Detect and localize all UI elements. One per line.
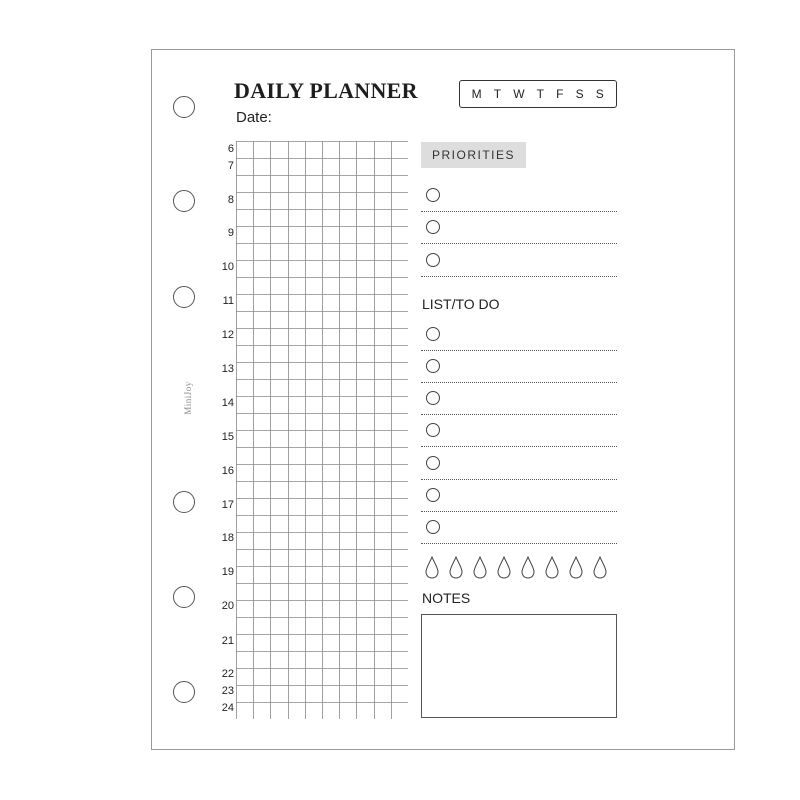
water-drop-icon[interactable] [496,556,512,580]
hour-label: 10 [221,261,234,273]
hour-label: 14 [221,397,234,409]
weekday-selector [459,80,617,108]
hour-label: 6 [227,143,234,155]
todo-item[interactable] [421,351,617,383]
hour-label: 23 [221,685,234,697]
water-drop-icon[interactable] [472,556,488,580]
brand-watermark: MiniJoy [183,381,193,415]
binder-hole-icon [173,286,195,308]
checkbox-circle-icon[interactable] [426,520,440,534]
hour-label: 15 [221,431,234,443]
water-drop-icon[interactable] [592,556,608,580]
date-label: Date: [236,109,272,126]
binder-hole-icon [173,96,195,118]
water-tracker [424,556,608,580]
todo-item[interactable] [421,383,617,415]
priority-item[interactable] [421,212,617,244]
checkbox-circle-icon[interactable] [426,423,440,437]
checkbox-circle-icon[interactable] [426,456,440,470]
checkbox-circle-icon[interactable] [426,391,440,405]
hour-label: 17 [221,499,234,511]
hour-label: 9 [227,227,234,239]
weekday-letter[interactable]: S [575,87,585,101]
checkbox-circle-icon[interactable] [426,359,440,373]
hour-label: 16 [221,465,234,477]
hour-label: 18 [221,532,234,544]
hour-label: 19 [221,566,234,578]
todo-item[interactable] [421,512,617,544]
todo-item[interactable] [421,319,617,351]
checkbox-circle-icon[interactable] [426,327,440,341]
priority-item[interactable] [421,245,617,277]
todo-heading: LIST/TO DO [422,296,500,312]
hour-label: 20 [221,600,234,612]
binder-hole-icon [173,491,195,513]
todo-item[interactable] [421,448,617,480]
notes-heading: NOTES [422,590,471,606]
hour-label: 11 [222,295,234,307]
hour-label: 24 [221,702,234,714]
hour-label: 22 [221,668,234,680]
water-drop-icon[interactable] [520,556,536,580]
binder-hole-icon [173,681,195,703]
hour-label: 7 [227,160,234,172]
schedule-grid[interactable] [236,141,408,719]
water-drop-icon[interactable] [448,556,464,580]
water-drop-icon[interactable] [544,556,560,580]
priorities-heading: PRIORITIES [421,142,526,168]
hour-label: 13 [221,363,234,375]
binder-hole-icon [173,586,195,608]
notes-box[interactable] [421,614,617,718]
hour-label: 21 [221,635,234,647]
checkbox-circle-icon[interactable] [426,188,440,202]
checkbox-circle-icon[interactable] [426,488,440,502]
todo-item[interactable] [421,415,617,447]
hour-label: 8 [227,194,234,206]
weekday-letter[interactable]: S [595,87,605,101]
weekday-letter[interactable]: M [471,87,483,101]
priority-item[interactable] [421,180,617,212]
weekday-letter[interactable]: W [513,87,526,101]
water-drop-icon[interactable] [424,556,440,580]
checkbox-circle-icon[interactable] [426,253,440,267]
binder-hole-icon [173,190,195,212]
checkbox-circle-icon[interactable] [426,220,440,234]
water-drop-icon[interactable] [568,556,584,580]
page-title: DAILY PLANNER [234,78,418,103]
weekday-letter[interactable]: T [493,87,502,101]
hour-label: 12 [221,329,234,341]
weekday-letter[interactable]: T [536,87,545,101]
weekday-letter[interactable]: F [556,87,564,101]
todo-item[interactable] [421,480,617,512]
